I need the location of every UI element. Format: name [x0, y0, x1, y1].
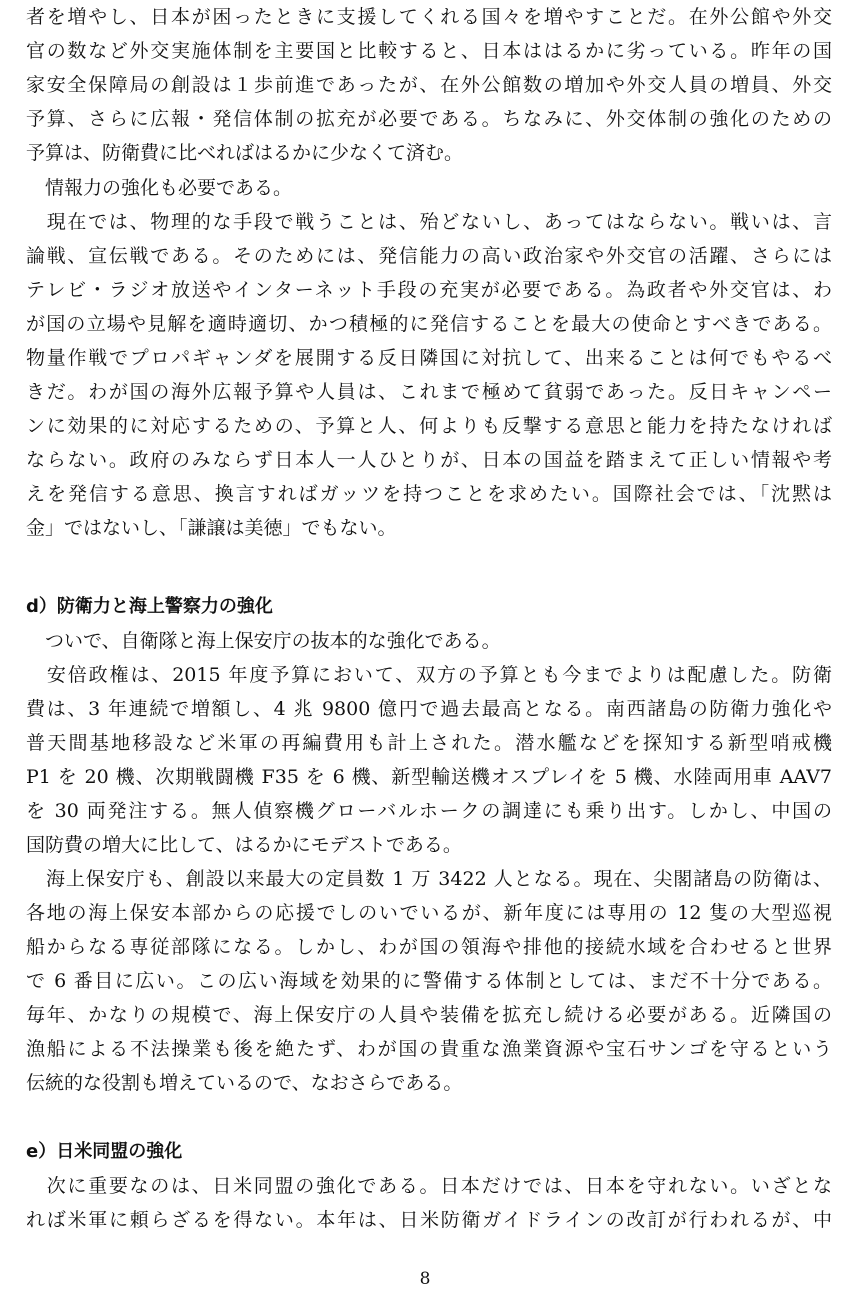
section-heading: e）日米同盟の強化 [26, 1141, 183, 1162]
text-line: 物量作戦でプロパギャンダを展開する反日隣国に対抗して、出来ることは何でもやるべ [26, 347, 832, 369]
text-line: が国の立場や見解を適時適切、かつ積極的に発信することを最大の使命とすべきである。 [26, 313, 832, 335]
text-line: 費は、3 年連続で増額し、4 兆 9800 億円で過去最高となる。南西諸島の防衛力強化や [26, 698, 832, 720]
text-line: ついで、自衛隊と海上保安庁の抜本的な強化である。 [26, 630, 501, 652]
text-line: 漁船による不法操業も後を絶たず、わが国の貴重な漁業資源や宝石サンゴを守るという [26, 1038, 832, 1060]
text-line: 次に重要なのは、日米同盟の強化である。日本だけでは、日本を守れない。いざとな [26, 1175, 832, 1197]
text-line: 家安全保障局の創設は１歩前進であったが、在外公館数の増加や外交人員の増員、外交 [26, 74, 832, 96]
page-number: 8 [419, 1269, 431, 1289]
text-line: 金」ではないし、「謙譲は美徳」でもない。 [26, 517, 397, 539]
text-line: 予算は、防衛費に比べればはるかに少なくて済む。 [26, 142, 464, 164]
text-line: 論戦、宣伝戦である。そのためには、発信能力の高い政治家や外交官の活躍、さらには [26, 245, 832, 267]
text-line: 者を増やし、日本が困ったときに支援してくれる国々を増やすことだ。在外公館や外交 [26, 6, 832, 28]
text-line: 官の数など外交実施体制を主要国と比較すると、日本ははるかに劣っている。昨年の国 [26, 40, 832, 62]
text-line: で 6 番目に広い。この広い海域を効果的に警備する体制としては、まだ不十分である。 [26, 970, 832, 992]
text-line: 海上保安庁も、創設以来最大の定員数 1 万 3422 人となる。現在、尖閣諸島の防衛は、 [26, 868, 832, 890]
text-line: を 30 両発注する。無人偵察機グローバルホークの調達にも乗り出す。しかし、中国の [26, 800, 832, 822]
text-line: 毎年、かなりの規模で、海上保安庁の人員や装備を拡充し続ける必要がある。近隣国の [26, 1004, 832, 1026]
text-line: れば米軍に頼らざるを得ない。本年は、日米防衛ガイドラインの改訂が行われるが、中 [26, 1209, 832, 1231]
text-line: 船からなる専従部隊になる。しかし、わが国の領海や排他的接続水域を合わせると世界 [26, 936, 832, 958]
text-line: テレビ・ラジオ放送やインターネット手段の充実が必要である。為政者や外交官は、わ [26, 279, 832, 301]
text-line: 安倍政権は、2015 年度予算において、双方の予算とも今までよりは配慮した。防衛 [26, 664, 832, 686]
text-line: きだ。わが国の海外広報予算や人員は、これまで極めて貧弱であった。反日キャンペー [26, 381, 832, 403]
text-line: P1 を 20 機、次期戦闘機 F35 を 6 機、新型輸送機オスプレイを 5 機、水陸両用車 AAV7 [26, 766, 832, 788]
text-line: 伝統的な役割も増えているので、なおさらである。 [26, 1072, 463, 1094]
text-line: ならない。政府のみならず日本人一人ひとりが、日本の国益を踏まえて正しい情報や考 [26, 449, 832, 471]
text-line: 普天間基地移設など米軍の再編費用も計上された。潜水艦などを探知する新型哨戒機 [26, 732, 832, 754]
text-line: 予算、さらに広報・発信体制の拡充が必要である。ちなみに、外交体制の強化のための [26, 108, 832, 130]
section-heading: d）防衛力と海上警察力の強化 [26, 596, 273, 617]
text-line: 国防費の増大に比して、はるかにモデストである。 [26, 834, 462, 856]
text-line: えを発信する意思、換言すればガッツを持つことを求めたい。国際社会では、「沈黙は [26, 483, 832, 505]
text-line: 各地の海上保安本部からの応援でしのいでいるが、新年度には専用の 12 隻の大型巡視 [26, 902, 832, 924]
text-line: ンに効果的に対応するための、予算と人、何よりも反撃する意思と能力を持たなければ [26, 415, 832, 437]
text-line: 情報力の強化も必要である。 [26, 177, 293, 199]
text-line: 現在では、物理的な手段で戦うことは、殆どないし、あってはならない。戦いは、言 [26, 211, 832, 233]
